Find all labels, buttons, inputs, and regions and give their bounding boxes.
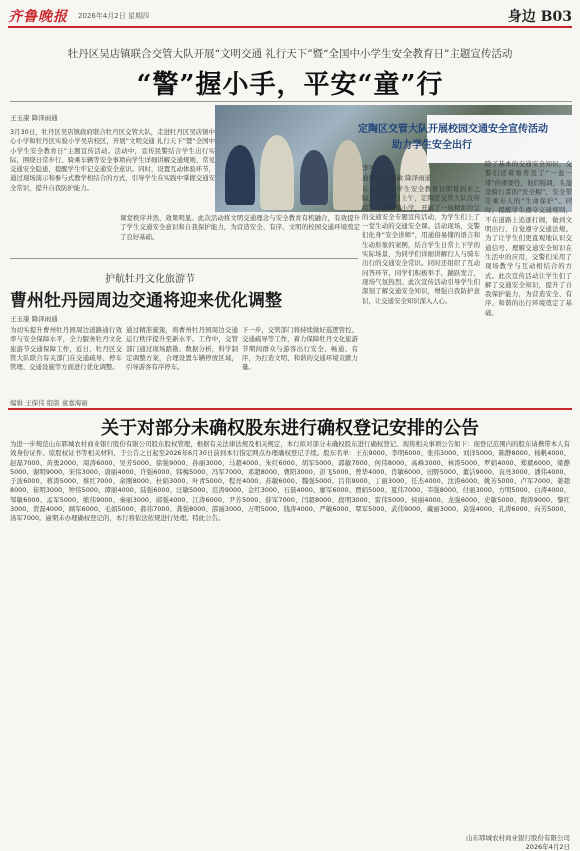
story3-byline: 通讯员 张志敏 降泽雨通 xyxy=(362,174,432,182)
story3-right-column: 除了基本的交通安全知识，交警们还着重普及了“一盔一带”的重要性，他们强调，头盔是骑行者的“安全帽”，安全带是乘车人的“生命保护”。同时，提醒学生遵守交通规则，不在道路上追逐打闹，做到文明出行，自觉遵守交通法规。为了让学生们更直观地认识交通信号、理解交通安全知识在生活中的应用，交警们采用了现场教学与互动相结合的方式。此次宣传活动让学生们了解了交通安全知识，提升了自我保护能力，为营造安全、有序、和谐的出行环境奠定了基础。 xyxy=(485,160,572,317)
story1-column-1: 3月30日，牡丹区吴店镇政府联合牡丹区交管大队，走进牡丹区吴店镇中心小学和牡丹区实验小学吴店校区，开展“文明交通 礼行天下”暨“全国中小学生安全教育日”主题宣传活动。活动中，宣传民警结合学生出行实际，围绕日常步行、骑乘车辆等安全事项向学生详细讲解交通规则、常见交通安全隐患，提醒学生牢记交通安全意识。同时，设置互动体验环节，通过现场演示和参与式教学相结合的方式，引导学生在实践中掌握交通安全常识，提升自我防护能力。 xyxy=(10,128,215,192)
photo-caption-line2: 助力学生安全出行 xyxy=(392,140,472,151)
story2-author: 王玉康 降泽雨通 xyxy=(10,315,58,323)
story1-column-2: 课堂秩序井然、效果明显。此次活动将文明交通理念与安全教育有机融合，有效提升了学生交通安全意识和自我保护能力，为营造安全、有序、文明的校园交通环境奠定了良好基础。 xyxy=(120,214,360,241)
divider xyxy=(10,101,572,102)
masthead xyxy=(8,4,572,28)
photo-caption xyxy=(358,122,568,154)
story3-author: 李可 xyxy=(362,164,375,172)
story2-column-2: 通过精准施策，将曹州牡丹园周边交通运行秩序提升至新水平。工作中，交管部门通过现场踏勘、数据分析，科学制定调整方案，合理设置车辆停放区域，引导游客有序停车。 xyxy=(126,326,238,372)
editors-line: 编辑 王保伟 组版 童嘉海丽 xyxy=(10,399,88,407)
section-divider xyxy=(8,408,572,410)
announcement-title: 关于对部分未确权股东进行确权登记安排的公告 xyxy=(101,418,479,439)
story2-column-1: 为切实提升曹州牡丹园周边道路通行效率与安全保障水平，全力服务牡丹文化旅游节交通保障工作，近日，牡丹区交管大队联合有关部门在交通疏导、停车管理、交通设施等方面进行优化调整。 xyxy=(10,326,122,372)
story3-body: 在全国中小学生安全教育日即将到来之际，3月27日上午，定陶区交管大队宣传民警走进双楼小学，开展了一场精彩纷呈的交通安全专题宣传活动，为学生们上了一堂生动的交通安全课。活动现场，交警们化身“安全讲师”，用通俗易懂的语言和生动形象的案例，结合学生日常上下学的实际场景，为同学们详细讲解行人与骑车出行的交通安全常识。同时还组织了互动问答环节，同学们积极举手，踊跃发言，现场气氛热烈。此次宣传活动引导学生们深刻了解交通安全知识，增强自我防护意识，让交通安全知识深入人心。 xyxy=(362,185,480,305)
issue-date: 2026年4月2日 星期四 xyxy=(78,12,149,20)
story2-column-3: 下一步，交管部门将持续做好巡逻管控、交通疏导等工作，着力保障牡丹文化旅游节期间群众与游客出行安全、畅通、有序，为打造文明、和谐的交通环境贡献力量。 xyxy=(242,326,358,372)
divider xyxy=(10,258,358,259)
footer-date: 2026年4月2日 xyxy=(525,843,570,851)
story2-kicker: 护航牡丹文化旅游节 xyxy=(105,274,195,285)
story1-author: 王玉康 降泽雨通 xyxy=(10,114,58,122)
announcement-body: 为进一步规范山东郓城农村商业银行股份有限公司股东股权管理，根据有关法律法规及相关规定，本行拟对部分未确权股东进行确权登记。现将相关事项公告如下：现登记范围内的股东请携带本人有效身份证件、原股权证书等相关材料，于公告之日起至2026年6月30日前到本行指定网点办理确权登记手续。股东名单：王东9000、李明6000、张伟3000、刘洋5000、陈静8000、杨帆4000、赵磊7000、黄勇2000、周涛6000、吴芳5000、徐强9000、孙丽3000、马超4000、朱红6000、胡军5000、郭敏7000、何伟8000、高峰3000、林涛5000、罗娟4000、郑斌6000、梁静5000、谢明9000、宋伟3000、唐丽4000、许强6000、韩梅5000、冯军7000、邓超8000、曹阳3000、彭飞5000、曾华4000、肖敏6000、田野5000、董洁9000、袁亮3000、潘伟4000、于波6000、蒋涛5000、蔡红7000、余刚8000、杜娟3000、叶青5000、程亮4000、苏敏6000、魏强5000、吕伟9000、丁丽3000、任杰4000、沈涛6000、姚芳5000、卢军7000、姜超8000、崔明3000、钟伟5000、谭丽4000、陆强6000、汪敏5000、范涛9000、金红3000、石磊4000、廖军6000、贾娟5000、夏伟7000、韦强8000、付丽3000、方明5000、白涛4000、邹敏6000、孟军5000、熊伟9000、秦丽3000、邱强4000、江涛6000、尹芳5000、薛军7000、闫超8000、段明3000、雷伟5000、侯丽4000、龙强6000、史敏5000、陶涛9000、黎红3000、贺磊4000、顾军6000、毛娟5000、郝伟7000、龚强8000、邵丽3000、万明5000、钱涛4000、严敏6000、覃军5000、武伟9000、戴丽3000、莫强4000、孔涛6000、向芳5000、汤军7000。逾期未办理确权登记的，本行将依法依规进行处理。特此公告。 xyxy=(10,440,570,523)
story2-headline: 曹州牡丹园周边交通将迎来优化调整 xyxy=(10,291,282,311)
announcement-footer xyxy=(330,833,570,851)
story1-kicker: 牡丹区吴店镇联合交管大队开展“文明交通 礼行天下”暨“全国中小学生安全教育日”主题宣传活动 xyxy=(67,48,513,60)
section-label: 身边 B03 xyxy=(507,9,572,25)
story1-headline: “警”握小手，平安“童”行 xyxy=(136,70,444,100)
footer-org: 山东郓城农村商业银行股份有限公司 xyxy=(466,834,570,842)
photo-caption-line1: 定陶区交管大队开展校园交通安全宣传活动 xyxy=(358,124,548,135)
newspaper-logo: 齐鲁晚报 xyxy=(8,9,68,25)
